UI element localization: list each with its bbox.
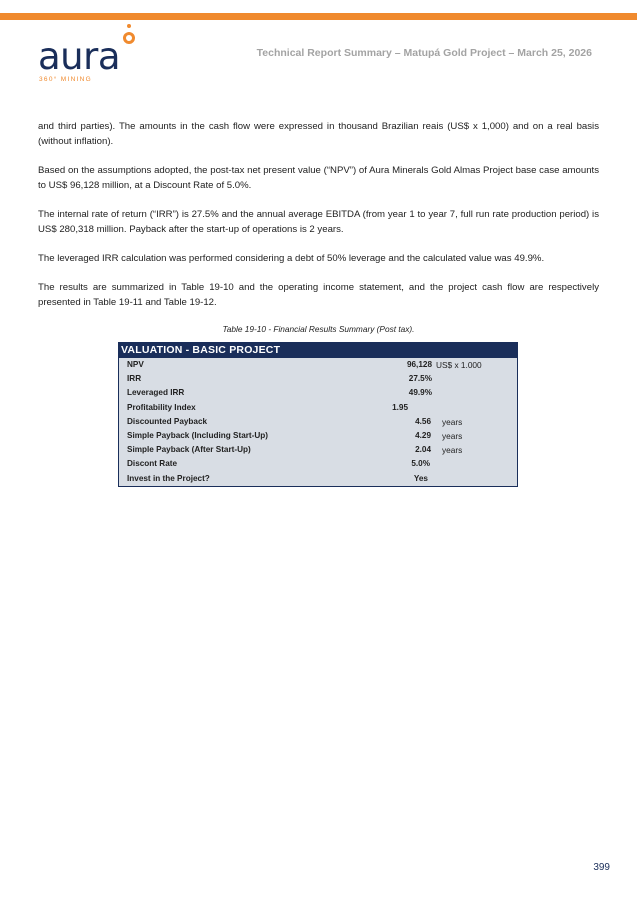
- logo-dot-small: [127, 24, 131, 28]
- table-row: [119, 358, 517, 372]
- row-value: 1.95: [392, 402, 408, 412]
- row-label: Simple Payback (Including Start-Up): [127, 430, 269, 440]
- report-header-title: Technical Report Summary – Matupá Gold Project – March 25, 2026: [256, 47, 592, 59]
- row-value: 4.29: [415, 430, 431, 440]
- paragraph-leveraged-irr: The leveraged IRR calculation was performed considering a debt of 50% leverage and the calculated value was 49.9%.: [38, 253, 545, 264]
- paragraph-npv: Based on the assumptions adopted, the post-tax net present value (“NPV”) of Aura Minerals Gold Almas Project base case amounts to US$ 96,128 million, at a Discount Rate of 5.0%.: [38, 165, 599, 191]
- paragraph-cash-flow: and third parties). The amounts in the cash flow were expressed in thousand Brazilian reais (US$ x 1,000) and on a real basis (without inflation).: [38, 121, 599, 147]
- row-value: 96,128: [406, 360, 432, 369]
- row-label: Leveraged IRR: [127, 388, 185, 398]
- row-value: 49.9%: [408, 388, 432, 398]
- row-value: 5.0%: [411, 459, 430, 469]
- row-value: 2.04: [415, 445, 431, 455]
- logo-tagline: 360° MINING: [39, 76, 93, 83]
- header-accent-bar: [0, 13, 637, 20]
- table-row: [119, 457, 517, 471]
- table-row: [119, 472, 517, 486]
- document-body: [38, 119, 599, 334]
- row-label: Discounted Payback: [127, 416, 208, 426]
- row-unit: years: [442, 445, 463, 456]
- page-number: 399: [593, 862, 610, 873]
- valuation-table-title: VALUATION - BASIC PROJECT: [119, 343, 517, 358]
- row-value: 27.5%: [408, 374, 432, 384]
- table-row: [119, 372, 517, 386]
- row-label: NPV: [127, 360, 144, 369]
- row-label: Profitability Index: [127, 402, 196, 412]
- row-value: 4.56: [415, 416, 431, 426]
- aura-logo: [38, 24, 148, 84]
- table-row: [119, 401, 517, 415]
- row-label: Simple Payback (After Start-Up): [127, 445, 251, 455]
- row-label: Invest in the Project?: [127, 473, 210, 483]
- table-row: [119, 429, 517, 443]
- logo-wordmark: aura: [38, 35, 121, 78]
- paragraph-irr: The internal rate of return (“IRR”) is 27.5% and the annual average EBITDA (from year 1 to year 7, full run rate production period) is US$ 280,318 million. Payback after the start-up of operations is 2 years.: [38, 209, 599, 235]
- row-unit: years: [442, 430, 463, 441]
- table-caption: Table 19-10 - Financial Results Summary (Post tax).: [222, 324, 415, 334]
- paragraph-summary: The results are summarized in Table 19-10 and the operating income statement, and the project cash flow are respectively presented in Table 19-11 and Table 19-12.: [38, 282, 599, 308]
- row-label: Discont Rate: [127, 459, 178, 469]
- table-row: [119, 443, 517, 457]
- logo-ring: [123, 32, 135, 44]
- table-row: [119, 386, 517, 400]
- row-unit: years: [442, 416, 463, 427]
- valuation-table: [118, 342, 518, 487]
- row-label: IRR: [127, 374, 142, 384]
- row-unit: US$ x 1.000: [436, 360, 482, 370]
- table-row: [119, 415, 517, 429]
- row-value: Yes: [413, 473, 428, 483]
